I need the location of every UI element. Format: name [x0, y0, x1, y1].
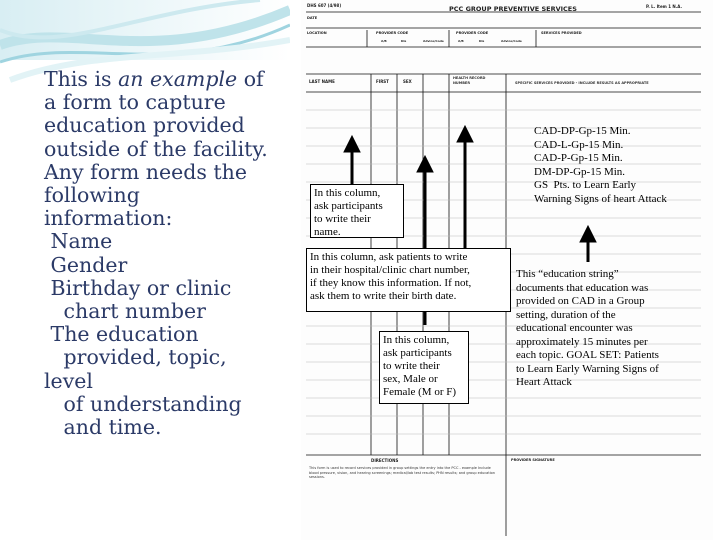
description-line: Any form needs the [44, 159, 247, 184]
sub-header: A/B [458, 39, 464, 43]
description-line: level [44, 368, 93, 393]
note-line: educational encounter was [516, 322, 633, 334]
form-code: DHS 607 (4/98) [307, 3, 342, 8]
name-column-note [310, 184, 404, 238]
description-line: a form to capture [44, 90, 226, 115]
sex-column-note [379, 331, 469, 404]
description-line: following [44, 183, 140, 208]
code-line: DM-DP-Gp-15 Min. [534, 165, 626, 178]
code-line: CAD-L-Gp-15 Min. [534, 138, 624, 151]
education-codes [534, 125, 667, 206]
directions-text: This form is used to record services provided in group settings the entry into the PCC - example Include blood pressure, vision, and hearing screenings; medical/lab test results; PHN results; and group education sessions. [309, 466, 496, 479]
date-label: DATE [307, 16, 318, 20]
sub-header: A/B [381, 39, 387, 43]
description-line: Gender [44, 252, 128, 277]
description-line: provided, topic, [44, 345, 227, 370]
note-line: if they know this information. If not, [310, 277, 472, 289]
code-line: Warning Signs of heart Attack [534, 192, 667, 205]
col-last-name: LAST NAME [309, 79, 335, 84]
form-title: PCC GROUP PREVENTIVE SERVICES [449, 5, 577, 13]
description-line: The education [44, 322, 199, 347]
sub-header: Dis [479, 39, 485, 43]
education-string-note [516, 268, 706, 390]
note-line: sex, Male or [383, 373, 438, 385]
note-line: ask participants [314, 200, 383, 212]
location-label: LOCATION [307, 31, 327, 35]
description-line: This is an example of [44, 67, 264, 91]
note-line: setting, duration of the [516, 308, 616, 321]
provider-signature-label: PROVIDER SIGNATURE [511, 458, 555, 462]
note-line: to write their [383, 360, 440, 372]
note-line: In this column, ask patients to write [310, 251, 468, 263]
form-top-right: P. L. Item 1 N.A. [646, 4, 682, 9]
note-line: documents that education was [516, 281, 649, 294]
note-line: approximately 15 minutes per [516, 335, 648, 348]
note-line: each topic. GOAL SET: Patients [516, 349, 659, 361]
description-line: of understanding [44, 391, 242, 416]
sub-header: Dis [401, 39, 407, 43]
description-line: outside of the facility. [44, 136, 268, 161]
col-record: HEALTH RECORD NUMBER [453, 76, 486, 85]
description-line: Birthday or clinic [44, 275, 232, 300]
code-line: GS Pts. to Learn Early [534, 179, 637, 191]
description-line: chart number [44, 299, 206, 324]
col-first: FIRST [376, 79, 389, 84]
record-column-note [306, 248, 511, 312]
note-line: name. [314, 226, 341, 238]
sub-header: Advice/Code [423, 39, 444, 43]
note-line: Heart Attack [516, 376, 572, 388]
note-line: ask them to write their birth date. [310, 290, 457, 302]
note-line: to Learn Early Warning Signs of [516, 362, 659, 375]
note-line: in their hospital/clinic chart number, [310, 264, 470, 276]
directions-label: DIRECTIONS [371, 458, 399, 463]
description-line: Name [44, 229, 113, 254]
code-line: CAD-DP-Gp-15 Min. [534, 125, 631, 137]
sub-header: Advice/Code [501, 39, 522, 43]
description-line: education provided [44, 113, 245, 138]
provider2-label: PROVIDER CODE [456, 31, 489, 35]
provider-label: PROVIDER CODE [376, 31, 409, 35]
services-label: SERVICES PROVIDED [541, 31, 582, 35]
note-line: to write their [314, 213, 371, 225]
note-line: In this column, [314, 187, 381, 199]
col-sex: SEX [403, 79, 412, 84]
description-line: and time. [44, 415, 162, 440]
code-line: CAD-P-Gp-15 Min. [534, 152, 623, 164]
note-line: Female (M or F) [383, 386, 457, 398]
note-line: This “education string” [516, 268, 619, 280]
note-line: provided on CAD in a Group [516, 295, 645, 307]
col-services: SPECIFIC SERVICES PROVIDED - INCLUDE RESULTS AS APPROPRIATE [515, 81, 649, 85]
description-text [44, 68, 294, 439]
note-line: ask participants [383, 347, 452, 359]
description-line: information: [44, 206, 173, 231]
note-line: In this column, [383, 334, 450, 346]
